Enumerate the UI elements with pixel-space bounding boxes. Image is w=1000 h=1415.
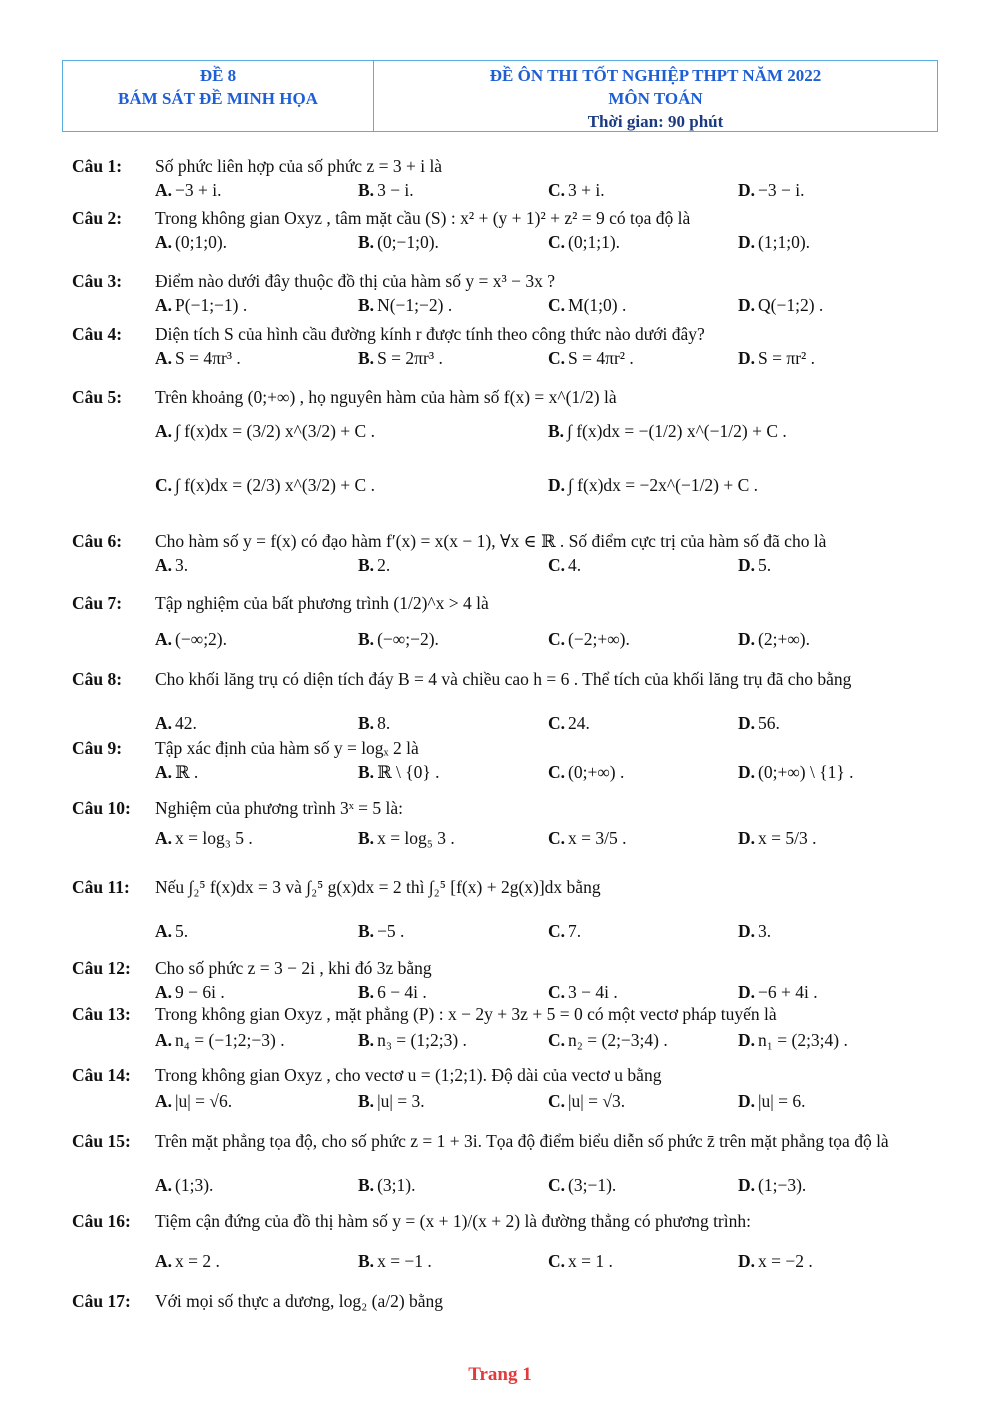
option-letter: B. bbox=[358, 1251, 375, 1271]
answer-options bbox=[155, 827, 942, 851]
option-letter: C. bbox=[548, 1030, 566, 1050]
answer-option-a[interactable] bbox=[155, 294, 247, 316]
question-stem bbox=[72, 668, 942, 690]
exam-code: ĐỀ 8 bbox=[199, 66, 237, 85]
question-stem bbox=[72, 1003, 942, 1025]
option-text: ∫ f(x)dx = −2x^(−1/2) + C . bbox=[568, 475, 759, 495]
answer-options bbox=[155, 981, 942, 1005]
question-number: Câu 15: bbox=[72, 1131, 131, 1151]
option-text: |u| = √6. bbox=[175, 1091, 233, 1111]
exam-subtitle: BÁM SÁT ĐỀ MINH HỌA bbox=[118, 89, 318, 108]
option-text: (−∞;−2). bbox=[377, 629, 439, 649]
option-letter: A. bbox=[155, 982, 173, 1002]
answer-option-c[interactable] bbox=[548, 712, 590, 734]
option-text: S = 4πr³ . bbox=[175, 348, 241, 368]
option-text: Q(−1;2) . bbox=[758, 295, 824, 315]
option-letter: D. bbox=[738, 713, 756, 733]
option-letter: A. bbox=[155, 629, 173, 649]
answer-option-d[interactable] bbox=[738, 827, 817, 849]
answer-option-a[interactable] bbox=[155, 347, 241, 369]
option-letter: A. bbox=[155, 348, 173, 368]
answer-option-d[interactable] bbox=[738, 294, 823, 316]
answer-option-c[interactable] bbox=[548, 628, 630, 650]
answer-option-a[interactable] bbox=[155, 231, 227, 253]
answer-option-a[interactable] bbox=[155, 628, 227, 650]
question-number: Câu 14: bbox=[72, 1065, 131, 1085]
question-4 bbox=[72, 323, 942, 371]
option-text: 2. bbox=[377, 555, 391, 575]
answer-options bbox=[155, 420, 942, 444]
option-text: (1;−3). bbox=[758, 1175, 807, 1195]
answer-option-b[interactable] bbox=[358, 628, 439, 650]
answer-option-b[interactable] bbox=[358, 231, 439, 253]
question-17 bbox=[72, 1290, 942, 1312]
question-text: Tập nghiệm của bất phương trình (1/2)^x > 4 là bbox=[155, 593, 489, 613]
answer-option-a[interactable] bbox=[155, 420, 375, 442]
answer-option-b[interactable] bbox=[358, 920, 404, 942]
answer-option-c[interactable] bbox=[548, 1029, 668, 1051]
option-text: 3. bbox=[758, 921, 772, 941]
question-number: Câu 8: bbox=[72, 669, 123, 689]
answer-option-d[interactable] bbox=[738, 712, 780, 734]
option-text: (3;1). bbox=[377, 1175, 416, 1195]
option-text: |u| = 6. bbox=[758, 1091, 806, 1111]
option-letter: A. bbox=[155, 232, 173, 252]
answer-option-a[interactable] bbox=[155, 1250, 220, 1272]
option-text: 5. bbox=[175, 921, 189, 941]
option-text: (2;+∞). bbox=[758, 629, 811, 649]
header-right bbox=[374, 61, 937, 131]
answer-options bbox=[155, 712, 942, 736]
question-text: Cho số phức z = 3 − 2i , khi đó 3z bằng bbox=[155, 958, 432, 978]
option-letter: C. bbox=[548, 762, 566, 782]
question-stem bbox=[72, 876, 942, 898]
answer-option-b[interactable] bbox=[358, 179, 414, 201]
question-number: Câu 11: bbox=[72, 877, 130, 897]
option-letter: A. bbox=[155, 1251, 173, 1271]
answer-options bbox=[155, 474, 942, 498]
question-9 bbox=[72, 737, 942, 785]
option-text: 24. bbox=[568, 713, 590, 733]
answer-option-c[interactable] bbox=[548, 179, 605, 201]
question-text: Tập xác định của hàm số y = logₓ 2 là bbox=[155, 738, 419, 758]
option-text: 6 − 4i . bbox=[377, 982, 427, 1002]
option-text: 42. bbox=[175, 713, 197, 733]
option-text: (0;+∞) \ {1} . bbox=[758, 762, 854, 782]
answer-option-a[interactable] bbox=[155, 179, 222, 201]
question-number: Câu 9: bbox=[72, 738, 123, 758]
question-text: Tiệm cận đứng của đồ thị hàm số y = (x + 1)/(x + 2) là đường thẳng có phương trình: bbox=[155, 1211, 751, 1231]
option-text: 3. bbox=[175, 555, 189, 575]
option-letter: C. bbox=[548, 1091, 566, 1111]
question-text: Diện tích S của hình cầu đường kính r được tính theo công thức nào dưới đây? bbox=[155, 324, 705, 344]
option-letter: C. bbox=[548, 713, 566, 733]
question-3 bbox=[72, 270, 942, 318]
option-text: S = 4πr² . bbox=[568, 348, 634, 368]
answer-options bbox=[155, 554, 942, 578]
question-16 bbox=[72, 1210, 942, 1274]
option-text: ∫ f(x)dx = −(1/2) x^(−1/2) + C . bbox=[567, 421, 787, 441]
answer-option-c[interactable] bbox=[548, 1174, 616, 1196]
option-text: −5 . bbox=[377, 921, 405, 941]
option-text: (1;1;0). bbox=[758, 232, 811, 252]
option-text: S = πr² . bbox=[758, 348, 816, 368]
answer-option-b[interactable] bbox=[358, 554, 390, 576]
question-14 bbox=[72, 1064, 942, 1114]
question-5 bbox=[72, 386, 942, 498]
question-10 bbox=[72, 797, 942, 851]
option-text: |u| = 3. bbox=[377, 1091, 425, 1111]
exam-duration: Thời gian: 90 phút bbox=[587, 112, 724, 131]
option-letter: B. bbox=[358, 1175, 375, 1195]
option-letter: C. bbox=[548, 1175, 566, 1195]
question-stem bbox=[72, 323, 942, 345]
page-number: Trang 1 bbox=[468, 1364, 532, 1385]
answer-option-d[interactable] bbox=[738, 981, 818, 1003]
answer-option-b[interactable] bbox=[358, 1250, 432, 1272]
option-letter: B. bbox=[358, 629, 375, 649]
answer-option-b[interactable] bbox=[358, 1174, 415, 1196]
option-letter: D. bbox=[738, 982, 756, 1002]
option-text: (0;1;0). bbox=[175, 232, 228, 252]
answer-option-c[interactable] bbox=[548, 347, 634, 369]
option-letter: D. bbox=[738, 921, 756, 941]
question-number: Câu 16: bbox=[72, 1211, 131, 1231]
answer-option-b[interactable] bbox=[548, 420, 787, 442]
question-stem bbox=[72, 737, 942, 759]
option-letter: D. bbox=[738, 1251, 756, 1271]
answer-option-a[interactable] bbox=[155, 981, 225, 1003]
option-letter: C. bbox=[548, 180, 566, 200]
answer-options bbox=[155, 1250, 942, 1274]
answer-option-a[interactable] bbox=[155, 920, 188, 942]
question-7 bbox=[72, 592, 942, 652]
answer-options bbox=[155, 294, 942, 318]
option-text: x = 5/3 . bbox=[758, 828, 817, 848]
question-text: Trong không gian Oxyz , tâm mặt cầu (S) : x² + (y + 1)² + z² = 9 có tọa độ là bbox=[155, 208, 691, 228]
question-number: Câu 2: bbox=[72, 208, 123, 228]
option-letter: B. bbox=[358, 1030, 375, 1050]
answer-option-b[interactable] bbox=[358, 981, 427, 1003]
question-text: Trên khoảng (0;+∞) , họ nguyên hàm của hàm số f(x) = x^(1/2) là bbox=[155, 387, 617, 407]
option-letter: D. bbox=[738, 180, 756, 200]
answer-option-b[interactable] bbox=[358, 712, 390, 734]
answer-options bbox=[155, 628, 942, 652]
answer-option-d[interactable] bbox=[738, 179, 805, 201]
option-text: x = log₅ 3 . bbox=[377, 828, 455, 848]
option-text: x = −1 . bbox=[377, 1251, 432, 1271]
option-letter: A. bbox=[155, 1091, 173, 1111]
question-stem bbox=[72, 155, 942, 177]
option-letter: D. bbox=[738, 232, 756, 252]
question-number: Câu 1: bbox=[72, 156, 123, 176]
answer-option-c[interactable] bbox=[548, 920, 581, 942]
option-letter: D. bbox=[548, 475, 566, 495]
option-text: 3 − i. bbox=[377, 180, 414, 200]
option-text: ∫ f(x)dx = (3/2) x^(3/2) + C . bbox=[175, 421, 375, 441]
option-letter: D. bbox=[738, 1175, 756, 1195]
option-letter: C. bbox=[548, 232, 566, 252]
option-text: 4. bbox=[568, 555, 582, 575]
question-stem bbox=[72, 270, 942, 292]
option-text: P(−1;−1) . bbox=[175, 295, 248, 315]
option-letter: B. bbox=[358, 555, 375, 575]
question-stem bbox=[72, 797, 942, 819]
option-letter: A. bbox=[155, 295, 173, 315]
answer-options bbox=[155, 1174, 942, 1198]
option-letter: A. bbox=[155, 713, 173, 733]
option-text: −3 + i. bbox=[175, 180, 222, 200]
question-number: Câu 17: bbox=[72, 1291, 131, 1311]
question-number: Câu 5: bbox=[72, 387, 123, 407]
option-letter: C. bbox=[548, 1251, 566, 1271]
option-text: n₃ = (1;2;3) . bbox=[377, 1030, 467, 1050]
question-stem bbox=[72, 1130, 942, 1152]
option-text: (0;−1;0). bbox=[377, 232, 439, 252]
question-text: Nếu ∫₂⁵ f(x)dx = 3 và ∫₂⁵ g(x)dx = 2 thì ∫₂⁵ [f(x) + 2g(x)]dx bằng bbox=[155, 877, 601, 897]
option-letter: C. bbox=[548, 555, 566, 575]
option-letter: D. bbox=[738, 348, 756, 368]
option-text: x = −2 . bbox=[758, 1251, 813, 1271]
option-text: 56. bbox=[758, 713, 780, 733]
answer-option-c[interactable] bbox=[548, 761, 624, 783]
answer-option-c[interactable] bbox=[548, 294, 626, 316]
question-stem bbox=[72, 592, 942, 614]
answer-options bbox=[155, 761, 942, 785]
option-letter: D. bbox=[738, 555, 756, 575]
question-text: Nghiệm của phương trình 3ˣ = 5 là: bbox=[155, 798, 403, 818]
option-text: x = 3/5 . bbox=[568, 828, 627, 848]
answer-option-a[interactable] bbox=[155, 827, 253, 849]
answer-options bbox=[155, 231, 942, 255]
option-text: 3 − 4i . bbox=[568, 982, 618, 1002]
exam-subject: MÔN TOÁN bbox=[608, 89, 703, 108]
answer-option-d[interactable] bbox=[548, 474, 758, 496]
question-stem bbox=[72, 957, 942, 979]
option-text: (−2;+∞). bbox=[568, 629, 630, 649]
answer-option-d[interactable] bbox=[738, 1174, 806, 1196]
option-text: S = 2πr³ . bbox=[377, 348, 443, 368]
question-number: Câu 10: bbox=[72, 798, 131, 818]
answer-option-d[interactable] bbox=[738, 1090, 806, 1112]
option-letter: A. bbox=[155, 921, 173, 941]
question-stem bbox=[72, 1064, 942, 1086]
option-letter: B. bbox=[358, 762, 375, 782]
question-stem bbox=[72, 530, 942, 552]
answer-option-d[interactable] bbox=[738, 628, 810, 650]
option-letter: C. bbox=[548, 828, 566, 848]
option-letter: B. bbox=[358, 295, 375, 315]
answer-option-b[interactable] bbox=[358, 347, 443, 369]
answer-option-c[interactable] bbox=[548, 981, 618, 1003]
option-text: 8. bbox=[377, 713, 391, 733]
question-15 bbox=[72, 1130, 942, 1198]
answer-options bbox=[155, 179, 942, 203]
question-stem bbox=[72, 207, 942, 229]
question-text: Điểm nào dưới đây thuộc đồ thị của hàm số y = x³ − 3x ? bbox=[155, 271, 555, 291]
option-text: ∫ f(x)dx = (2/3) x^(3/2) + C . bbox=[175, 475, 375, 495]
answer-option-a[interactable] bbox=[155, 761, 198, 783]
option-text: x = 2 . bbox=[175, 1251, 220, 1271]
option-letter: B. bbox=[358, 828, 375, 848]
answer-option-a[interactable] bbox=[155, 712, 197, 734]
answer-options bbox=[155, 347, 942, 371]
option-letter: A. bbox=[155, 555, 173, 575]
option-text: −6 + 4i . bbox=[758, 982, 818, 1002]
question-number: Câu 7: bbox=[72, 593, 123, 613]
option-text: 9 − 6i . bbox=[175, 982, 225, 1002]
answer-option-b[interactable] bbox=[358, 761, 440, 783]
question-13 bbox=[72, 1003, 942, 1053]
answer-option-c[interactable] bbox=[548, 1250, 613, 1272]
question-text: Số phức liên hợp của số phức z = 3 + i là bbox=[155, 156, 443, 176]
option-letter: A. bbox=[155, 1175, 173, 1195]
option-text: ℝ \ {0} . bbox=[377, 762, 440, 782]
answer-option-b[interactable] bbox=[358, 294, 452, 316]
answer-option-d[interactable] bbox=[738, 761, 854, 783]
option-text: M(1;0) . bbox=[568, 295, 627, 315]
option-letter: C. bbox=[548, 295, 566, 315]
question-text: Cho hàm số y = f(x) có đạo hàm f′(x) = x(x − 1), ∀x ∈ ℝ . Số điểm cực trị của hàm số đã cho là bbox=[155, 531, 827, 551]
option-text: n₄ = (−1;2;−3) . bbox=[175, 1030, 285, 1050]
option-letter: C. bbox=[548, 629, 566, 649]
option-text: |u| = √3. bbox=[568, 1091, 626, 1111]
option-text: 3 + i. bbox=[568, 180, 605, 200]
answer-options bbox=[155, 1029, 942, 1053]
answer-option-c[interactable] bbox=[548, 1090, 625, 1112]
question-text: Trên mặt phẳng tọa độ, cho số phức z = 1 + 3i. Tọa độ điểm biểu diễn số phức z̄ trên mặt phẳng tọa độ là bbox=[155, 1131, 889, 1151]
option-letter: D. bbox=[738, 295, 756, 315]
answer-option-b[interactable] bbox=[358, 1090, 425, 1112]
answer-options bbox=[155, 1090, 942, 1114]
option-letter: B. bbox=[358, 180, 375, 200]
answer-option-b[interactable] bbox=[358, 1029, 467, 1051]
option-text: (3;−1). bbox=[568, 1175, 617, 1195]
question-number: Câu 6: bbox=[72, 531, 123, 551]
option-letter: C. bbox=[548, 348, 566, 368]
answer-options bbox=[155, 920, 942, 944]
answer-option-c[interactable] bbox=[548, 231, 620, 253]
answer-option-a[interactable] bbox=[155, 1090, 232, 1112]
exam-title: ĐỀ ÔN THI TỐT NGHIỆP THPT NĂM 2022 bbox=[489, 66, 822, 85]
answer-option-c[interactable] bbox=[155, 474, 375, 496]
answer-option-a[interactable] bbox=[155, 554, 188, 576]
question-stem bbox=[72, 386, 942, 408]
option-letter: B. bbox=[358, 713, 375, 733]
question-number: Câu 4: bbox=[72, 324, 123, 344]
option-text: ℝ . bbox=[175, 762, 199, 782]
answer-option-d[interactable] bbox=[738, 1250, 813, 1272]
option-letter: B. bbox=[358, 348, 375, 368]
exam-header bbox=[62, 60, 938, 132]
option-text: −3 − i. bbox=[758, 180, 805, 200]
option-letter: B. bbox=[548, 421, 565, 441]
option-text: (0;+∞) . bbox=[568, 762, 625, 782]
question-number: Câu 12: bbox=[72, 958, 131, 978]
answer-option-d[interactable] bbox=[738, 920, 771, 942]
option-letter: B. bbox=[358, 921, 375, 941]
question-text: Trong không gian Oxyz , mặt phẳng (P) : x − 2y + 3z + 5 = 0 có một vectơ pháp tuyến là bbox=[155, 1004, 777, 1024]
option-text: x = log₃ 5 . bbox=[175, 828, 253, 848]
question-text: Cho khối lăng trụ có diện tích đáy B = 4 và chiều cao h = 6 . Thể tích của khối lăng trụ đã cho bằng bbox=[155, 669, 852, 689]
option-text: x = 1 . bbox=[568, 1251, 613, 1271]
answer-option-b[interactable] bbox=[358, 827, 455, 849]
question-6 bbox=[72, 530, 942, 578]
option-letter: D. bbox=[738, 762, 756, 782]
question-number: Câu 13: bbox=[72, 1004, 131, 1024]
option-letter: A. bbox=[155, 828, 173, 848]
answer-option-d[interactable] bbox=[738, 554, 771, 576]
answer-option-d[interactable] bbox=[738, 231, 810, 253]
question-2 bbox=[72, 207, 942, 255]
answer-option-c[interactable] bbox=[548, 554, 581, 576]
option-text: (1;3). bbox=[175, 1175, 214, 1195]
option-letter: A. bbox=[155, 762, 173, 782]
option-text: n₂ = (2;−3;4) . bbox=[568, 1030, 668, 1050]
option-letter: C. bbox=[155, 475, 173, 495]
option-text: n₁ = (2;3;4) . bbox=[758, 1030, 848, 1050]
question-stem bbox=[72, 1290, 942, 1312]
option-text: N(−1;−2) . bbox=[377, 295, 453, 315]
option-text: (−∞;2). bbox=[175, 629, 228, 649]
answer-option-c[interactable] bbox=[548, 827, 627, 849]
option-text: 5. bbox=[758, 555, 772, 575]
question-text: Với mọi số thực a dương, log₂ (a/2) bằng bbox=[155, 1291, 444, 1311]
question-8 bbox=[72, 668, 942, 736]
option-text: (0;1;1). bbox=[568, 232, 621, 252]
question-number: Câu 3: bbox=[72, 271, 123, 291]
option-letter: B. bbox=[358, 1091, 375, 1111]
option-letter: D. bbox=[738, 828, 756, 848]
option-letter: D. bbox=[738, 629, 756, 649]
question-stem bbox=[72, 1210, 942, 1232]
option-letter: B. bbox=[358, 232, 375, 252]
question-12 bbox=[72, 957, 942, 1005]
option-letter: A. bbox=[155, 1030, 173, 1050]
answer-option-d[interactable] bbox=[738, 1029, 848, 1051]
answer-option-a[interactable] bbox=[155, 1029, 285, 1051]
question-text: Trong không gian Oxyz , cho vectơ u = (1;2;1). Độ dài của vectơ u bằng bbox=[155, 1065, 662, 1085]
option-letter: D. bbox=[738, 1091, 756, 1111]
option-letter: D. bbox=[738, 1030, 756, 1050]
question-1 bbox=[72, 155, 942, 203]
option-letter: B. bbox=[358, 982, 375, 1002]
answer-option-a[interactable] bbox=[155, 1174, 213, 1196]
option-letter: C. bbox=[548, 982, 566, 1002]
option-text: 7. bbox=[568, 921, 582, 941]
option-letter: A. bbox=[155, 421, 173, 441]
option-letter: A. bbox=[155, 180, 173, 200]
header-left bbox=[63, 61, 374, 131]
option-letter: C. bbox=[548, 921, 566, 941]
answer-option-d[interactable] bbox=[738, 347, 815, 369]
question-11 bbox=[72, 876, 942, 944]
